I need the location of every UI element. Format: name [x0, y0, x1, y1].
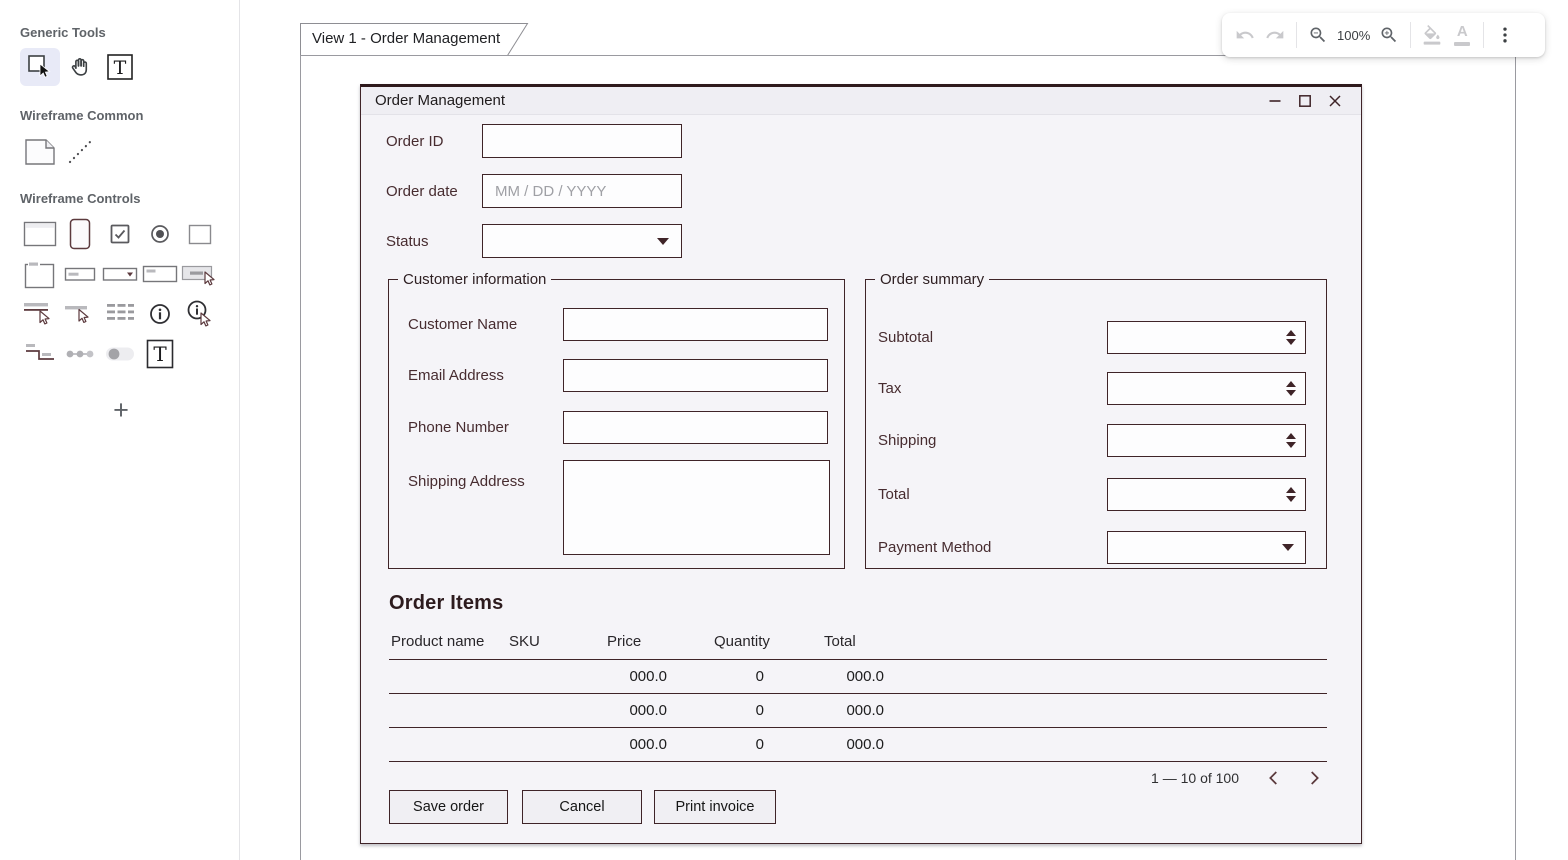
radio-button-tool[interactable] — [140, 214, 180, 254]
stepper-icon — [24, 343, 56, 365]
quantity-cell: 0 — [755, 736, 764, 753]
toolbar-divider — [1410, 22, 1411, 48]
window-controls — [1267, 93, 1343, 109]
dropdown-arrow-icon — [657, 238, 669, 245]
textlabel-icon — [146, 339, 174, 369]
toolbar-divider — [1483, 22, 1484, 48]
info-tool[interactable] — [140, 294, 180, 334]
undo-button[interactable] — [1230, 20, 1260, 50]
zoom-in-button[interactable] — [1374, 20, 1404, 50]
total-cell: 000.0 — [846, 702, 884, 719]
wireframe-controls-grid — [20, 214, 220, 374]
table-row[interactable] — [389, 694, 1327, 728]
canvas-border-left — [300, 55, 301, 860]
pagination-next-button[interactable] — [1301, 765, 1327, 791]
customer-name-label: Customer Name — [408, 316, 518, 333]
pagination-range-label: 1 — 10 of 100 — [1151, 770, 1239, 786]
close-icon — [1327, 93, 1343, 109]
maximize-button[interactable] — [1297, 93, 1313, 109]
shipping-address-label: Shipping Address — [408, 473, 525, 490]
menuitem-tool[interactable] — [60, 294, 100, 334]
customer-name-input[interactable] — [563, 308, 828, 341]
toolbar-divider — [1296, 22, 1297, 48]
column-quantity: Quantity — [714, 633, 770, 650]
order-summary-fieldset — [865, 271, 1327, 569]
textfield-tool[interactable] — [60, 254, 100, 294]
order-date-row — [386, 174, 682, 208]
minimize-icon — [1267, 93, 1283, 109]
price-cell: 000.0 — [629, 702, 667, 719]
groupbox-icon — [24, 259, 56, 289]
dialog-titlebar — [361, 87, 1361, 115]
svg-text:T: T — [153, 342, 167, 366]
textfield-icon — [64, 258, 96, 290]
combobox-tool[interactable] — [100, 254, 140, 294]
undo-icon — [1235, 25, 1255, 45]
order-id-input[interactable] — [482, 124, 682, 158]
print-invoice-button[interactable]: Print invoice — [654, 790, 776, 824]
price-cell: 000.0 — [629, 736, 667, 753]
wireframe-common-row — [20, 133, 100, 171]
slider-tool[interactable] — [60, 334, 100, 374]
phone-number-input[interactable] — [563, 411, 828, 444]
slider-icon — [64, 344, 96, 364]
pagination — [389, 763, 1327, 793]
canvas-border-right — [1515, 55, 1516, 860]
section-title-wireframe-controls: Wireframe Controls — [20, 191, 141, 206]
add-library-button[interactable]: + — [100, 394, 142, 426]
minimize-button[interactable] — [1267, 93, 1283, 109]
table-row[interactable] — [389, 660, 1327, 694]
order-date-label: Order date — [386, 182, 458, 200]
button-widget-icon — [181, 258, 219, 290]
zoom-out-icon — [1308, 25, 1328, 45]
order-id-label: Order ID — [386, 132, 444, 150]
window-widget-tool[interactable] — [20, 214, 60, 254]
tab-label: View 1 - Order Management — [312, 30, 501, 47]
spinner-arrows-icon[interactable] — [1286, 487, 1296, 502]
table-row[interactable] — [389, 728, 1327, 762]
total-spinner[interactable] — [1107, 478, 1306, 511]
zoom-out-button[interactable] — [1303, 20, 1333, 50]
zoom-in-icon — [1379, 25, 1399, 45]
connector-line-tool[interactable] — [60, 133, 100, 171]
section-title-wireframe-common: Wireframe Common — [20, 108, 144, 123]
toggle-icon — [104, 344, 136, 364]
groupbox-tool[interactable] — [20, 254, 60, 294]
order-items-heading: Order Items — [389, 592, 504, 614]
tax-spinner[interactable] — [1107, 372, 1306, 405]
rectangle-icon — [188, 224, 212, 245]
menuitem-icon — [63, 297, 97, 331]
total-cell: 000.0 — [846, 668, 884, 685]
pagination-prev-button[interactable] — [1261, 765, 1287, 791]
stepper-tool[interactable] — [20, 334, 60, 374]
spinner-arrows-icon[interactable] — [1286, 433, 1296, 448]
chevron-left-icon — [1263, 767, 1285, 789]
tool-palette-sidebar — [0, 0, 240, 860]
quantity-cell: 0 — [755, 668, 764, 685]
canvas-tab[interactable] — [300, 23, 529, 56]
chevron-right-icon — [1303, 767, 1325, 789]
section-title-generic-tools: Generic Tools — [20, 25, 106, 40]
textarea-icon — [142, 258, 178, 290]
dotted-line-icon — [65, 137, 95, 167]
text-color-icon: A — [1454, 24, 1470, 46]
column-total: Total — [824, 633, 856, 650]
cancel-button[interactable]: Cancel — [522, 790, 642, 824]
page-icon — [24, 138, 56, 166]
column-sku: SKU — [509, 633, 540, 650]
info-icon — [149, 303, 171, 325]
text-tool-icon — [106, 53, 134, 81]
dialog-actions — [389, 790, 776, 824]
maximize-icon — [1297, 93, 1313, 109]
info-pointer-icon — [185, 299, 215, 329]
zoom-level: 100% — [1337, 27, 1371, 43]
select-cursor-icon — [26, 53, 54, 81]
quantity-cell: 0 — [755, 702, 764, 719]
textarea-tool[interactable] — [140, 254, 180, 294]
customer-info-legend: Customer information — [403, 271, 547, 288]
info-pointer-tool[interactable] — [180, 294, 220, 334]
subtotal-label: Subtotal — [878, 329, 934, 346]
payment-method-label: Payment Method — [878, 539, 992, 556]
shipping-label: Shipping — [878, 432, 937, 449]
hand-icon — [67, 54, 93, 80]
column-product-name: Product name — [391, 633, 485, 650]
select-tool[interactable] — [20, 48, 60, 86]
spinner-arrows-icon[interactable] — [1286, 330, 1296, 345]
button-tool[interactable] — [180, 254, 220, 294]
checkbox-tool[interactable] — [100, 214, 140, 254]
radio-button-icon — [150, 224, 170, 244]
table-tool[interactable] — [100, 294, 140, 334]
text-color-button[interactable] — [1447, 20, 1477, 50]
redo-button[interactable] — [1260, 20, 1290, 50]
total-cell: 000.0 — [846, 736, 884, 753]
rectangle-tool[interactable] — [180, 214, 220, 254]
subtotal-spinner[interactable] — [1107, 321, 1306, 354]
order-summary-legend: Order summary — [880, 271, 985, 288]
grid-spacer — [180, 334, 220, 374]
redo-icon — [1265, 25, 1285, 45]
checkbox-icon — [110, 224, 130, 244]
order-id-row — [386, 124, 682, 158]
close-button[interactable] — [1327, 93, 1343, 109]
email-address-input[interactable] — [563, 359, 828, 392]
tax-label: Tax — [878, 380, 902, 397]
window-widget-icon — [23, 220, 57, 248]
customer-info-fieldset — [388, 271, 845, 569]
status-row — [386, 224, 682, 258]
price-cell: 000.0 — [629, 668, 667, 685]
text-tool[interactable] — [100, 48, 140, 86]
order-date-placeholder: MM / DD / YYYY — [495, 182, 607, 200]
order-items-table — [389, 630, 1327, 762]
textlabel-tool[interactable] — [140, 334, 180, 374]
order-date-input[interactable] — [482, 174, 682, 208]
combobox-icon — [102, 258, 138, 290]
menubar-tool[interactable] — [20, 294, 60, 334]
toggle-tool[interactable] — [100, 334, 140, 374]
column-price: Price — [607, 633, 642, 650]
generic-tools-row — [20, 48, 140, 86]
dropdown-arrow-icon — [1282, 544, 1294, 551]
more-options-button[interactable] — [1490, 20, 1520, 50]
status-dropdown[interactable] — [482, 224, 682, 258]
svg-text:T: T — [113, 57, 127, 79]
fill-color-button[interactable] — [1417, 20, 1447, 50]
status-label: Status — [386, 232, 429, 250]
spinner-arrows-icon[interactable] — [1286, 381, 1296, 396]
shipping-spinner[interactable] — [1107, 424, 1306, 457]
table-icon — [105, 301, 135, 327]
dialog-title: Order Management — [375, 92, 506, 109]
payment-method-dropdown[interactable] — [1107, 531, 1306, 564]
kebab-menu-icon — [1495, 25, 1515, 45]
table-header-row — [389, 630, 1327, 660]
email-address-label: Email Address — [408, 367, 504, 384]
hand-tool[interactable] — [60, 48, 100, 86]
page-tool[interactable] — [20, 133, 60, 171]
order-management-dialog[interactable] — [360, 84, 1362, 844]
fill-color-icon — [1422, 25, 1442, 45]
floating-toolbar — [1222, 13, 1545, 57]
shipping-address-textarea[interactable] — [563, 460, 830, 555]
menubar-icon — [22, 297, 58, 331]
mobile-frame-icon — [69, 218, 91, 250]
mobile-frame-tool[interactable] — [60, 214, 100, 254]
save-order-button[interactable]: Save order — [389, 790, 508, 824]
phone-number-label: Phone Number — [408, 419, 509, 436]
total-label: Total — [878, 486, 910, 503]
